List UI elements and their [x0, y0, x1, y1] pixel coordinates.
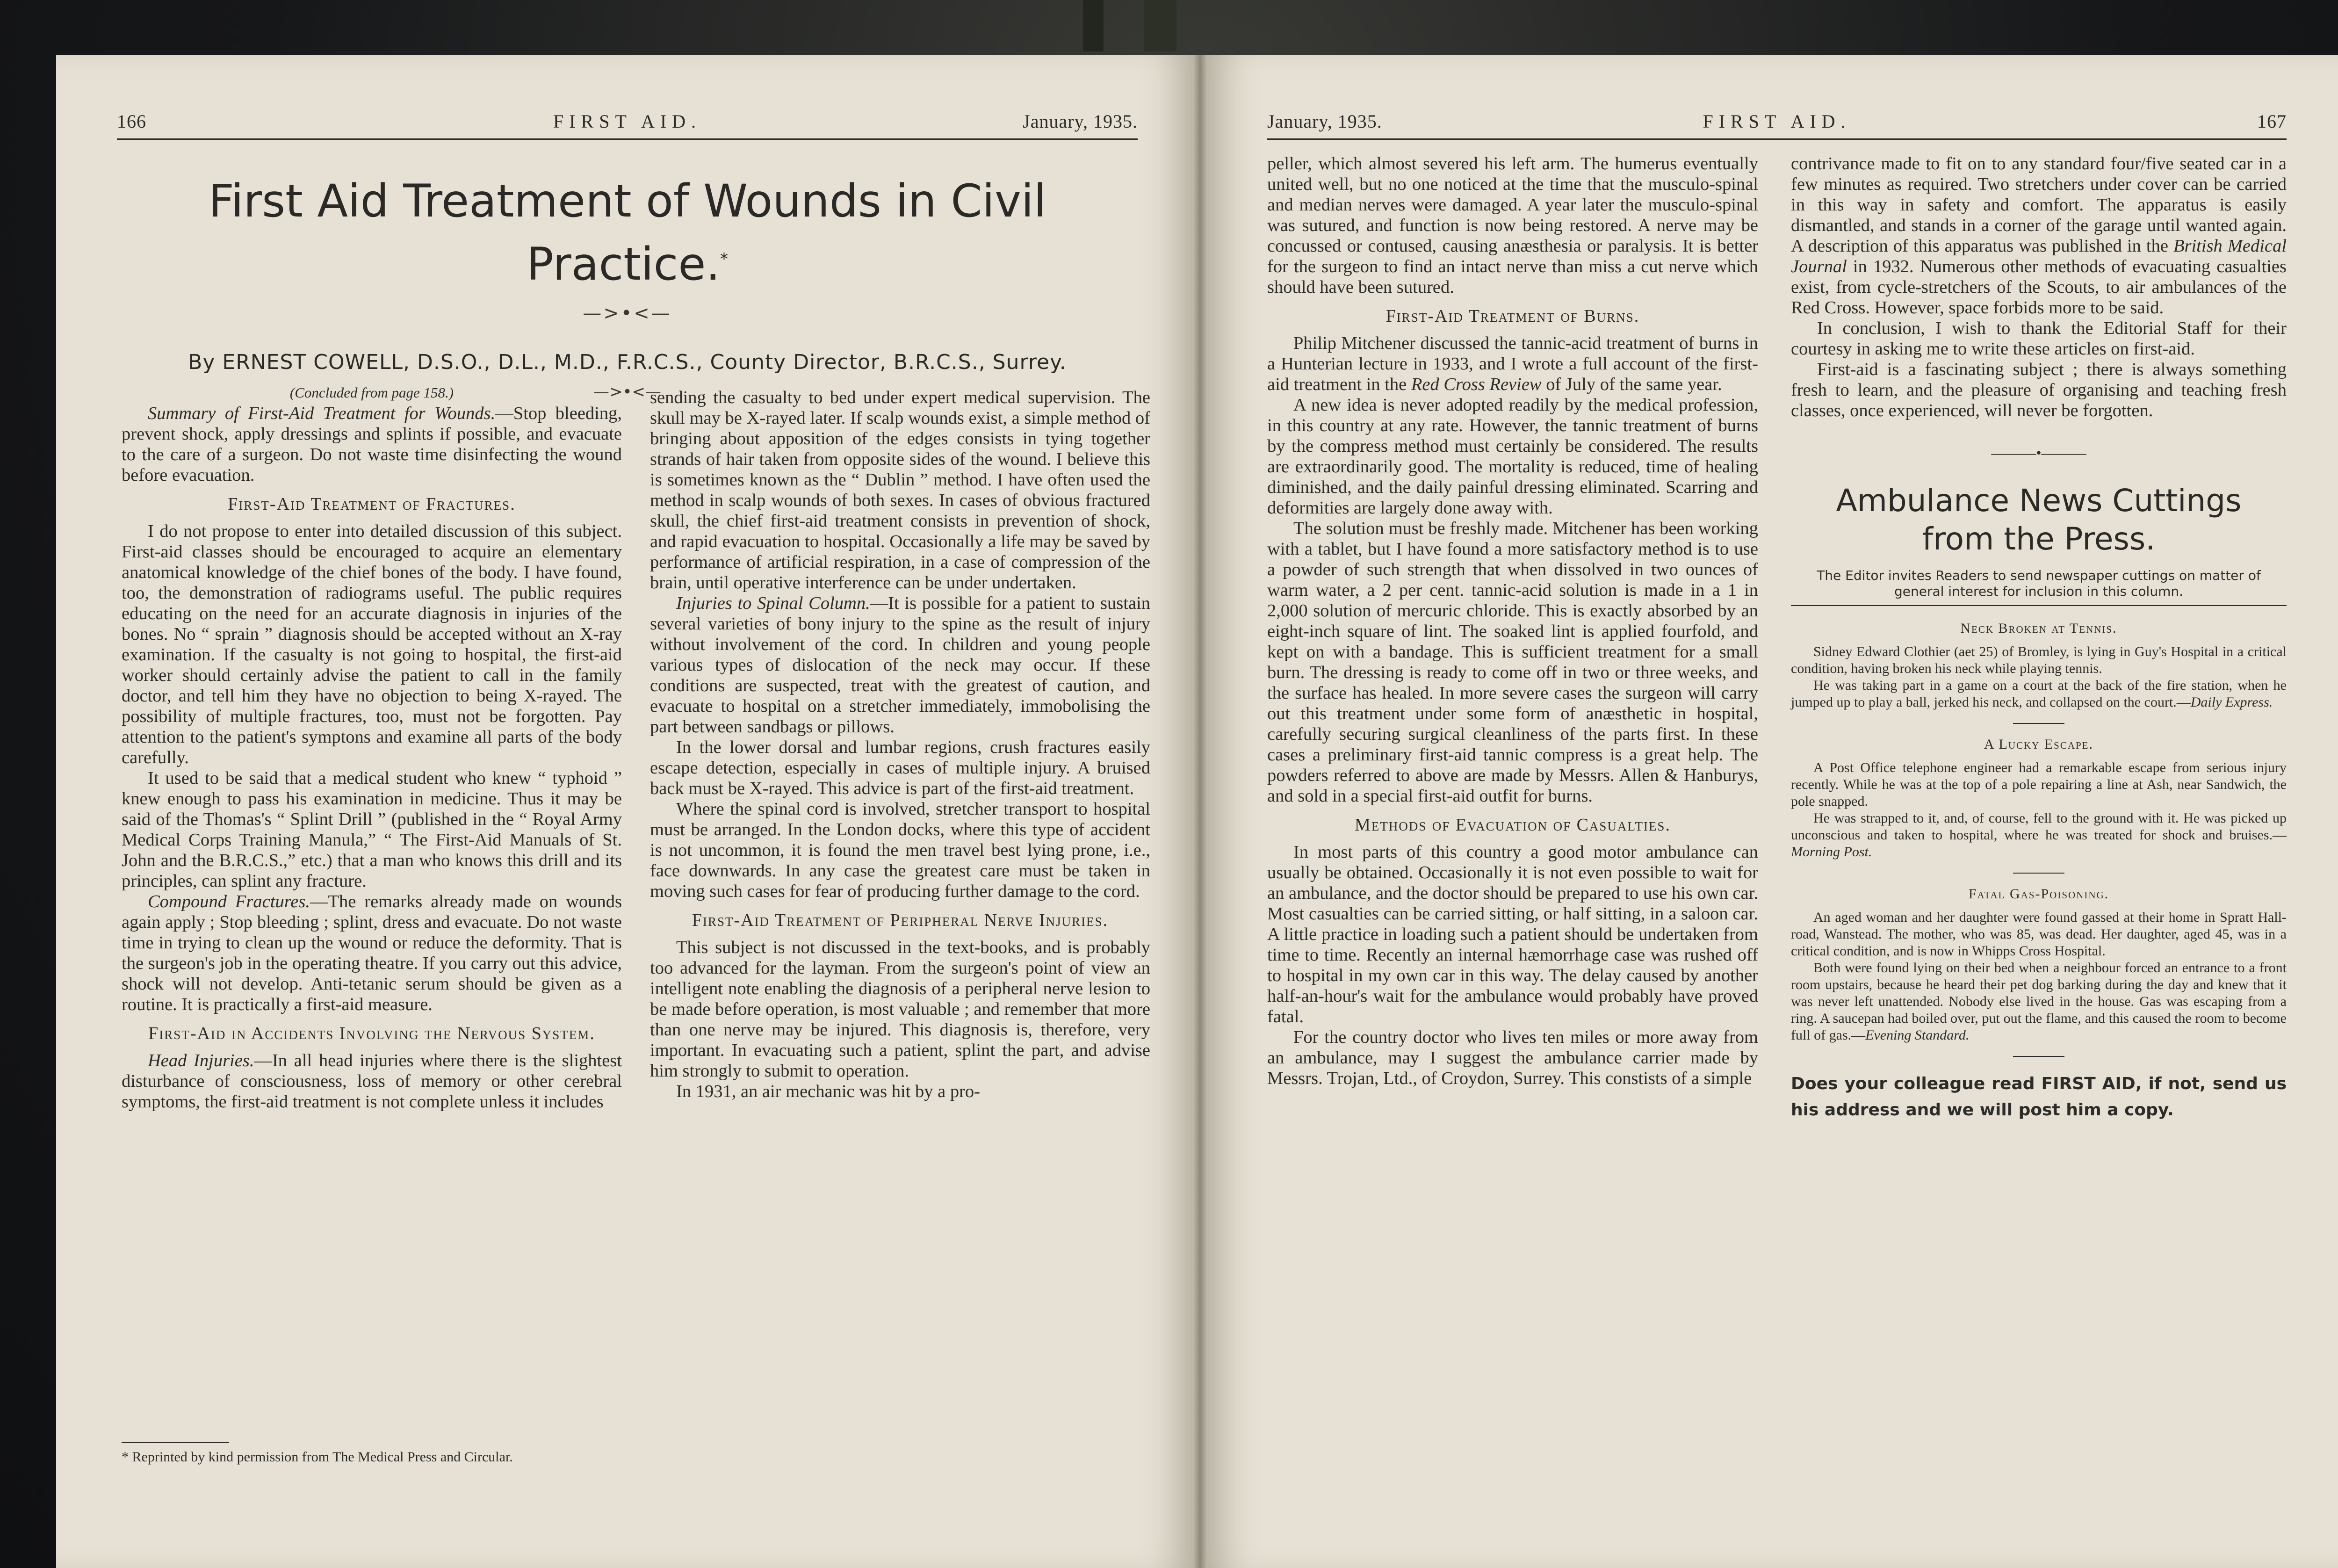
- book-gutter: [1194, 55, 1206, 1568]
- spinal-heading: Injuries to Spinal Column.: [676, 593, 870, 613]
- left-running-head: [117, 110, 1138, 138]
- issue-date: January, 1935.: [1267, 111, 1382, 132]
- burns-text: of July of the same year.: [1541, 375, 1722, 394]
- news-intro: The Editor invites Readers to send newspaper cuttings on matter of general interest for inclusion in this column.: [1817, 568, 2261, 599]
- column-2: [650, 387, 1150, 1102]
- byline: By ERNEST COWELL, D.S.O., D.L., M.D., F.R.C.S., County Director, B.R.C.S., Surrey.: [188, 350, 1067, 374]
- head-injuries-text: —In all head injuries where there is the slightest disturbance of consciousness, loss of memory or other cerebral symptoms, the first-aid treatment is not complete unless it includes: [122, 1051, 622, 1112]
- paragraph: A new idea is never adopted readily by the medical profession, in this country at any rate. However, the tannic treatment of burns by the compress method must certainly be considered. The results are extraordinarily good. The mortality is reduced, time of healing diminished, and the daily painful dressing eliminated. Scarring and deformities are largely done away with.: [1267, 395, 1758, 518]
- news-text: Both were found lying on their bed when a neighbour forced an entrance to a front room upstairs, because he heard their pet dog barking during the day and knew that it was never left unattended. Nobody else lived in the house. Gas was escaping from a ring. A saucepan had boiled over, put out the flame, and this caused the room to become full of gas.—: [1791, 960, 2287, 1043]
- concluded-note: (Concluded from page 158.): [289, 384, 454, 401]
- paragraph: This subject is not discussed in the text-books, and is probably too advanced for the layman. From the surgeon's point of view an intelligent note enabling the diagnosis of a peripheral nerve lesion to be made before operation, is most valuable ; and remember that more than one nerve may be injured. This diagnosis is, therefore, very important. In evacuating such a patient, splint the part, and advise him strongly to submit to operation.: [650, 938, 1150, 1081]
- burns-paragraph: [1267, 333, 1758, 395]
- paragraph: [1791, 153, 2287, 318]
- article-title-line1: First Aid Treatment of Wounds in Civil: [208, 175, 1046, 227]
- section-heading-nerve: First-Aid Treatment of Peripheral Nerve Injuries.: [692, 910, 1109, 930]
- news-paragraph: [1791, 677, 2287, 711]
- footnote-rule: [122, 1442, 229, 1443]
- news-heading: Neck Broken at Tennis.: [1960, 621, 2117, 636]
- paragraph: sending the casualty to bed under expert medical supervision. The skull may be X-rayed later. If scalp wounds exist, a simple method of bringing about apposition of the edges consists in tying together strands of hair taken from opposite sides of the wound. I believe this is sometimes known as the “ Dublin ” method. I have often used the method in scalp wounds of both sexes. In cases of obvious fractured skull, the chief first-aid treatment consists in prevention of shock, and rapid evacuation to hospital. Occasionally a life may be saved by performance of artificial respiration, in a case of compression of the brain, until operative interference can be under undertaken.: [650, 388, 1150, 593]
- paragraph: In the lower dorsal and lumbar regions, crush fractures easily escape detection, especially in cases of multiple injury. A bruised back must be X-rayed. This advice is part of the first-aid treatment.: [650, 737, 1150, 798]
- news-title-line2: from the Press.: [1922, 521, 2156, 557]
- compound-paragraph: [122, 891, 622, 1015]
- red-cross-review: Red Cross Review: [1411, 375, 1542, 394]
- head-injuries-heading: Head Injuries.: [148, 1051, 254, 1070]
- ornament-divider: —>•<—: [583, 303, 672, 324]
- right-running-head: [1267, 110, 2287, 138]
- paragraph: For the country doctor who lives ten miles or more away from an ambulance, may I suggest the ambulance carrier made by Messrs. Trojan, Ltd., of Croydon, Surrey. This constists of a simple: [1267, 1027, 1758, 1088]
- paragraph-text: contrivance made to fit on to any standard four/five seated car in a few minutes as required. Two stretchers under cover can be carried in this way in safety and comfort. The apparatus is easily dismantled, and stands in a corner of the garage until wanted again. A description of this apparatus was published in the: [1791, 154, 2287, 256]
- compound-text: —The remarks already made on wounds again apply ; Stop bleeding ; splint, dress and evacuate. Do not waste time in trying to clean up the wound or reduce the deformity. That is the surgeon's job in the operating theatre. If you carry out this advice, shock will not develop. Anti-tetanic serum should be given as a routine. It is practically a first-aid measure.: [122, 892, 622, 1014]
- news-section-title: [1791, 482, 2287, 558]
- news-rule: [1791, 605, 2287, 606]
- paragraph: peller, which almost severed his left arm. The humerus eventually united well, but no one noticed at the time that the musculo-spinal and median nerves were damaged. A year later the musculo-spinal was sutured, and function is now being restored. A nerve may be concussed or contused, causing anæsthesia or paralysis. It is better for the surgeon to find an intact nerve than miss a cut nerve which should have been sutured.: [1267, 154, 1758, 297]
- article-title-block: [117, 172, 1138, 401]
- ornament-divider: —>•<—: [593, 383, 662, 401]
- news-heading: Fatal Gas-Poisoning.: [1968, 886, 2109, 902]
- subscription-promo: Does your colleague read FIRST AID, if not, send us his address and we will post him a copy.: [1791, 1074, 2287, 1120]
- news-text: He was taking part in a game on a court at the back of the fire station, when he jumped up to play a ball, jerked his neck, and collapsed on the court.—: [1791, 678, 2287, 710]
- compound-heading: Compound Fractures.: [148, 892, 310, 911]
- bmj-reference: British Medical Journal: [1791, 236, 2287, 276]
- paragraph-text: in 1932. Numerous other methods of evacuating casualties exist, from cycle-stretchers of the Scouts, to air ambulances of the Red Cross. However, space forbids more to be said.: [1791, 257, 2287, 318]
- footnote: * Reprinted by kind permission from The Medical Press and Circular.: [122, 1449, 513, 1465]
- mini-rule: [2013, 723, 2064, 724]
- news-paragraph: A Post Office telephone engineer had a remarkable escape from serious injury recently. While he was at the top of a pole repairing a line at Ash, near Sandwich, the pole snapped.: [1791, 760, 2287, 809]
- mini-rule: [2013, 1056, 2064, 1057]
- news-paragraph: Sidney Edward Clothier (aet 25) of Bromley, is lying in Guy's Hospital in a critical condition, having broken his neck while playing tennis.: [1791, 644, 2287, 676]
- page-number: 167: [2257, 111, 2287, 132]
- news-paragraph: An aged woman and her daughter were found gassed at their home in Spratt Hall-road, Wanstead. The mother, who was 85, was dead. Her daughter, aged 45, was in a critical condition, and is now in Whipps Cross Hospital.: [1791, 910, 2287, 959]
- page-clip: [1083, 0, 1104, 51]
- header-rule: [1267, 138, 2287, 140]
- footnote-mark: *: [720, 250, 728, 268]
- page-number: 166: [117, 111, 146, 132]
- spinal-paragraph: [650, 593, 1150, 737]
- header-rule: [117, 138, 1138, 140]
- news-source: Daily Express.: [2190, 694, 2273, 710]
- news-source: Morning Post.: [1791, 844, 1872, 860]
- summary-text: —Stop bleeding, prevent shock, apply dressings and splints if possible, and evacuate to the care of a surgeon. Do not waste time disinfecting the wound before evacuation.: [122, 404, 622, 485]
- section-heading-fractures: First-Aid Treatment of Fractures.: [228, 494, 516, 514]
- news-items: [1791, 620, 2287, 1057]
- paragraph: It used to be said that a medical student who knew “ typhoid ” knew enough to pass his examination in medicine. Thus it may be said of the Thomas's “ Splint Drill ” (published in the “ Royal Army Medical Corps Training Manula,” “ The First-Aid Manuals of St. John and the B.R.C.S.,” etc.) that a man who knows this drill and its principles, can splint any fracture.: [122, 768, 622, 891]
- paragraph: Where the spinal cord is involved, stretcher transport to hospital must be arranged. In the London docks, where this type of accident is not uncommon, it is found the men travel best lying prone, i.e., face downwards. In any case the greatest care must be taken in moving such cases for fear of producing further damage to the cord.: [650, 799, 1150, 901]
- summary-paragraph: [122, 403, 622, 485]
- summary-heading: Summary of First-Aid Treatment for Wounds.: [148, 404, 496, 423]
- news-title-line1: Ambulance News Cuttings: [1836, 483, 2242, 519]
- paragraph: In most parts of this country a good motor ambulance can usually be obtained. Occasionally it is not even possible to wait for an ambulance, and the doctor should be prepared to use his own car. Most casualties can be carried sitting, or half sitting, in a saloon car. A little practice in loading such a patient should be undertaken from time to time. Recently an internal hæmorrhage case was rushed off to hospital in my own car in this way. The delay caused by another half-an-hour's wait for the ambulance would probably have proved fatal.: [1267, 842, 1758, 1026]
- news-paragraph: [1791, 810, 2287, 860]
- paragraph: The solution must be freshly made. Mitchener has been working with a tablet, but I have found a more satisfactory method is to use a powder of such strength that when dissolved in two ounces of warm water, a 2 per cent. tannic-acid solution is made in a 1 in 2,000 solution of mercuric chloride. This is exactly absorbed by an eight-inch square of lint. The soaked lint is applied fourfold, and kept on with a bandage. This is sufficient treatment for a small burn. The dressing is ready to come off in two or three weeks, and the surface has healed. In more severe cases the surgeon will carry out this treatment under some form of anæsthetic in hospital, carefully securing surgical cleanliness of the parts first. In these cases a preliminary first-aid tannic compress is a great help. The powders referred to above are made by Messrs. Allen & Hanburys, and sold in a special first-aid outfit for burns.: [1267, 519, 1758, 806]
- burns-text: Philip Mitchener discussed the tannic-acid treatment of burns in a Hunterian lecture in 1933, and I wrote a full account of the first-aid treatment in the: [1267, 333, 1758, 394]
- section-heading-nervous: First-Aid in Accidents Involving the Nervous System.: [148, 1024, 595, 1043]
- column-3: [1267, 153, 1758, 1089]
- column-1: [122, 383, 622, 1112]
- paragraph: First-aid is a fascinating subject ; there is always something fresh to learn, and the pleasure of organising and teaching fresh classes, once experienced, will never be forgotten.: [1791, 360, 2287, 420]
- running-title: FIRST AID.: [553, 111, 702, 132]
- issue-date: January, 1935.: [1023, 111, 1138, 132]
- section-heading-evacuation: Methods of Evacuation of Casualties.: [1355, 815, 1671, 835]
- right-page: [1206, 55, 2338, 1568]
- ornament-divider: ———•———: [1991, 444, 2086, 461]
- left-page: [56, 55, 1194, 1568]
- news-heading: A Lucky Escape.: [1984, 737, 2094, 752]
- head-injuries-paragraph: [122, 1050, 622, 1112]
- column-4: [1791, 153, 2287, 1123]
- paragraph: I do not propose to enter into detailed discussion of this subject. First-aid classes should be encouraged to acquire an elementary anatomical knowledge of the chief bones of the body. I have found, too, the demonstration of radiograms useful. The public requires educating on the need for an accurate diagnosis in injuries of the bones. No “ sprain ” diagnosis should be accepted without an X-ray examination. If the casualty is not going to hospital, the first-aid worker should certainly advise the patient to call in the family doctor, and tell him they have no objection to being X-rayed. The possibility of multiple fractures, too, must not be forgotten. Pay attention to the patient's symptons and examine all parts of the body carefully.: [122, 521, 622, 767]
- news-text: He was strapped to it, and, of course, fell to the ground with it. He was picked up unconscious and taken to hospital, where he was treated for shock and bruises.—: [1791, 810, 2287, 843]
- page-clip: [1144, 0, 1176, 51]
- article-title: [117, 172, 1138, 293]
- mini-rule: [2013, 873, 2064, 874]
- running-title: FIRST AID.: [1703, 111, 1851, 132]
- news-source: Evening Standard.: [1865, 1027, 1970, 1043]
- news-paragraph: [1791, 960, 2287, 1044]
- article-title-line2: Practice.: [527, 238, 720, 290]
- spinal-text: —It is possible for a patient to sustain several varieties of bony injury to the spine as the result of injury without involvement of the cord. In children and young people various types of dislocation of the neck may occur. If these conditions are suspected, treat with the greatest of caution, and evacuate to hospital on a stretcher immediately, immobolising the part between sandbags or pillows.: [650, 593, 1150, 737]
- paragraph: In 1931, an air mechanic was hit by a pro-: [676, 1082, 981, 1101]
- paragraph: In conclusion, I wish to thank the Editorial Staff for their courtesy in asking me to write these articles on first-aid.: [1791, 318, 2287, 359]
- section-heading-burns: First-Aid Treatment of Burns.: [1385, 306, 1640, 326]
